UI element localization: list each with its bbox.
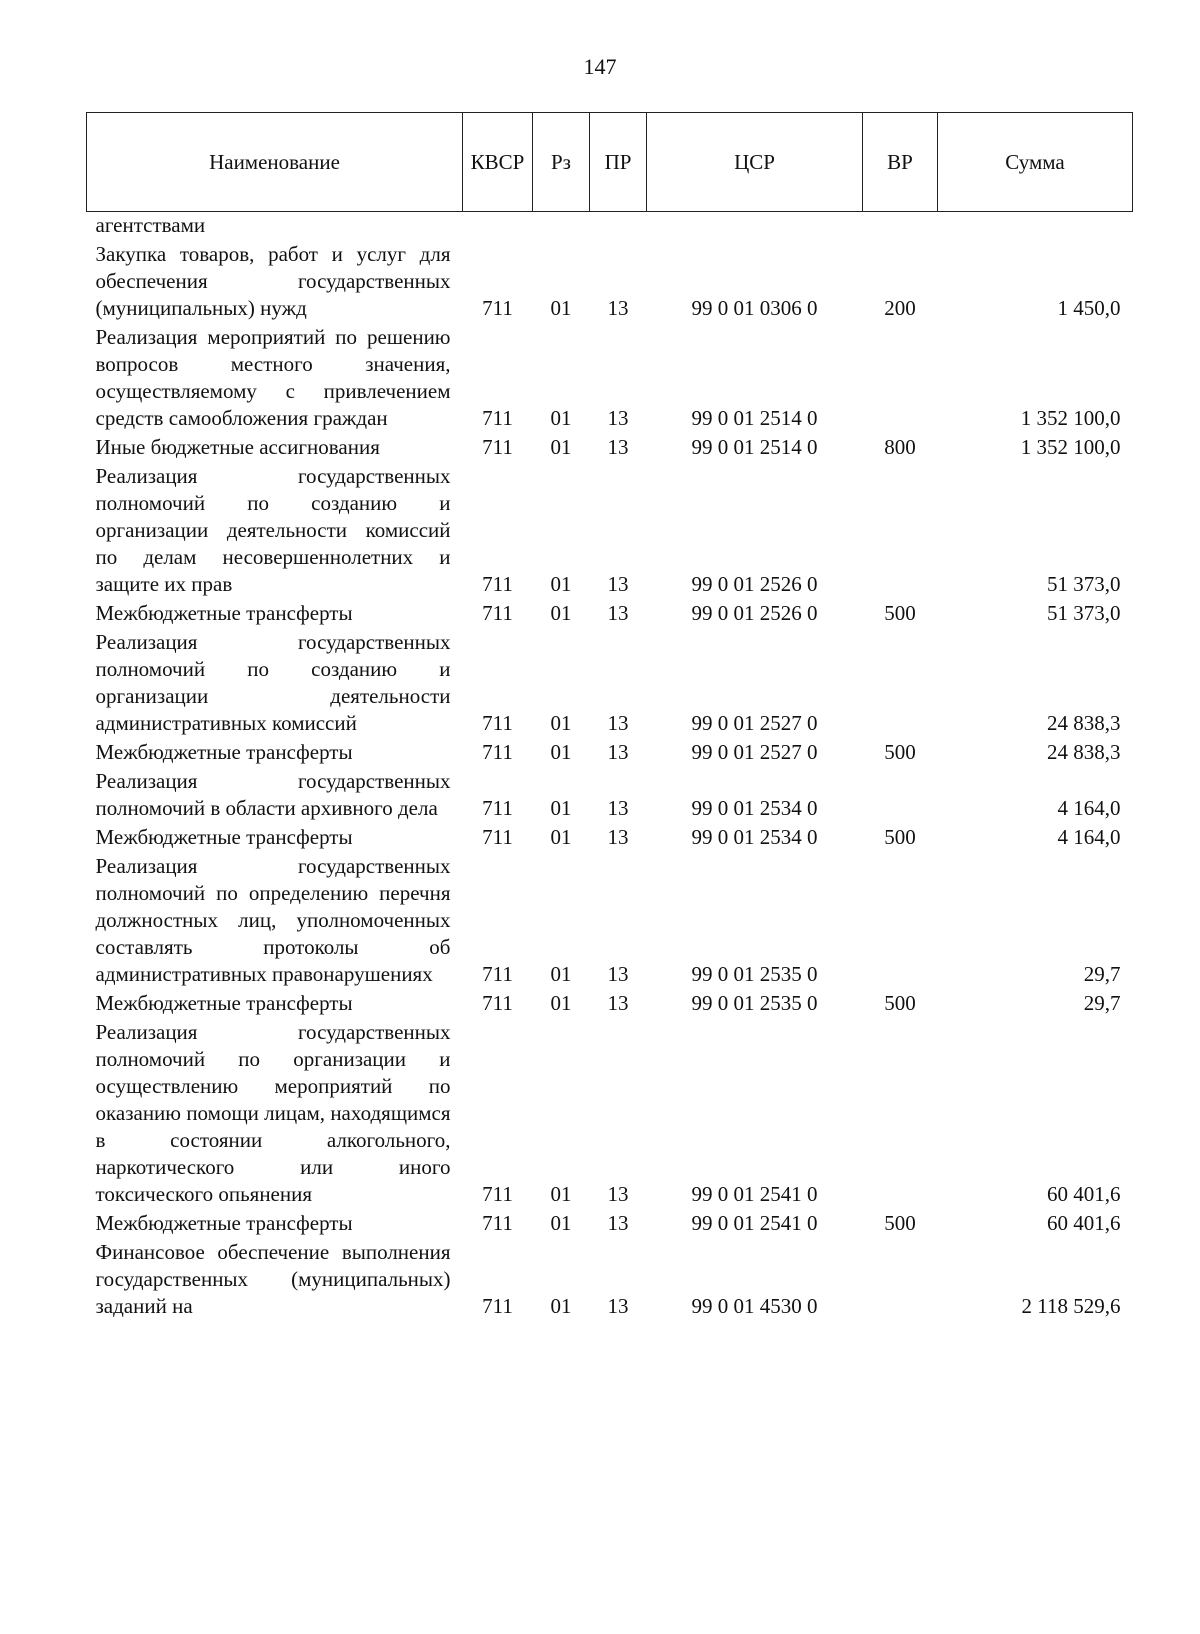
row-vr: 500 <box>884 1211 916 1235</box>
budget-table <box>86 112 1133 1322</box>
row-pr: 13 <box>607 962 629 986</box>
row-rz: 01 <box>550 962 572 986</box>
row-kvsr: 711 <box>482 1294 513 1318</box>
row-pr: 13 <box>607 1211 629 1235</box>
row-vr <box>863 1019 938 1210</box>
row-kvsr: 711 <box>482 1211 513 1235</box>
row-kvsr: 711 <box>482 796 513 820</box>
row-csr: 99 0 01 2526 0 <box>691 572 818 596</box>
row-kvsr: 711 <box>482 991 513 1015</box>
row-rz: 01 <box>550 796 572 820</box>
row-sum: 1 352 100,0 <box>1020 435 1121 459</box>
row-vr: 200 <box>884 296 916 320</box>
row-csr: 99 0 01 2541 0 <box>691 1211 818 1235</box>
row-vr: 500 <box>884 825 916 849</box>
row-kvsr: 711 <box>482 1182 513 1206</box>
row-sum: 29,7 <box>1083 962 1121 986</box>
row-pr: 13 <box>607 1294 629 1318</box>
row-kvsr: 711 <box>482 962 513 986</box>
row-pr: 13 <box>607 406 629 430</box>
header-vr: ВР <box>863 113 938 212</box>
table-row <box>87 600 1133 629</box>
row-csr: 99 0 01 2514 0 <box>691 435 818 459</box>
row-rz: 01 <box>550 711 572 735</box>
row-pr: 13 <box>607 601 629 625</box>
row-vr: 800 <box>884 435 916 459</box>
row-csr: 99 0 01 2535 0 <box>691 991 818 1015</box>
row-rz: 01 <box>550 991 572 1015</box>
row-vr: 500 <box>884 740 916 764</box>
row-csr: 99 0 01 2527 0 <box>691 711 818 735</box>
row-pr: 13 <box>607 825 629 849</box>
row-rz: 01 <box>550 1211 572 1235</box>
header-pr: ПР <box>590 113 647 212</box>
table-row <box>87 212 1133 242</box>
row-sum: 60 401,6 <box>1047 1211 1121 1235</box>
row-rz: 01 <box>550 1182 572 1206</box>
row-sum: 51 373,0 <box>1047 572 1121 596</box>
table-body <box>87 212 1133 1323</box>
row-name: Финансовое обеспечение выполнения государственных (муниципальных) заданий на <box>95 1240 451 1318</box>
row-pr: 13 <box>607 740 629 764</box>
row-name: Межбюджетные трансферты <box>95 740 353 764</box>
row-csr: 99 0 01 2541 0 <box>691 1182 818 1206</box>
row-sum <box>938 212 1133 242</box>
table-row <box>87 990 1133 1019</box>
row-kvsr <box>463 212 533 242</box>
row-csr: 99 0 01 2534 0 <box>691 796 818 820</box>
table-row <box>87 629 1133 739</box>
table-row <box>87 1019 1133 1210</box>
header-rz: Рз <box>533 113 590 212</box>
row-sum: 4 164,0 <box>1057 825 1121 849</box>
row-name: Межбюджетные трансферты <box>95 991 353 1015</box>
row-pr: 13 <box>607 572 629 596</box>
row-name: Реализация государственных полномочий по созданию и организации деятельности административных комиссий <box>95 630 451 735</box>
row-kvsr: 711 <box>482 435 513 459</box>
row-kvsr: 711 <box>482 711 513 735</box>
row-csr: 99 0 01 2514 0 <box>691 406 818 430</box>
row-vr <box>863 463 938 600</box>
row-pr: 13 <box>607 711 629 735</box>
row-name: Реализация государственных полномочий по определению перечня должностных лиц, уполномоченных составлять протоколы об административных правонарушениях <box>95 854 451 986</box>
row-sum: 24 838,3 <box>1047 740 1121 764</box>
row-csr: 99 0 01 2535 0 <box>691 962 818 986</box>
row-sum: 2 118 529,6 <box>1021 1294 1121 1318</box>
row-kvsr: 711 <box>482 572 513 596</box>
row-sum: 51 373,0 <box>1047 601 1121 625</box>
row-pr <box>590 212 647 242</box>
row-name: Межбюджетные трансферты <box>95 1211 353 1235</box>
row-csr: 99 0 01 2527 0 <box>691 740 818 764</box>
row-vr <box>863 1239 938 1322</box>
row-vr <box>863 212 938 242</box>
row-rz: 01 <box>550 1294 572 1318</box>
row-vr <box>863 629 938 739</box>
row-pr: 13 <box>607 296 629 320</box>
row-csr: 99 0 01 2526 0 <box>691 601 818 625</box>
row-name: Реализация государственных полномочий по созданию и организации деятельности комиссий по делам несовершеннолетних и защите их прав <box>95 464 451 596</box>
row-pr: 13 <box>607 435 629 459</box>
table-header-row <box>87 113 1133 212</box>
table-row <box>87 768 1133 824</box>
header-sum: Сумма <box>938 113 1133 212</box>
row-vr: 500 <box>884 601 916 625</box>
row-name: Реализация государственных полномочий по организации и осуществлению мероприятий по оказанию помощи лицам, находящимся в состоянии алкогольного, наркотического или иного токсического опьянения <box>95 1020 451 1206</box>
table-row <box>87 739 1133 768</box>
row-pr: 13 <box>607 796 629 820</box>
row-vr <box>863 768 938 824</box>
row-rz <box>533 212 590 242</box>
row-pr: 13 <box>607 1182 629 1206</box>
row-sum: 29,7 <box>1083 991 1121 1015</box>
row-vr <box>863 324 938 434</box>
row-rz: 01 <box>550 435 572 459</box>
row-name: Реализация мероприятий по решению вопросов местного значения, осуществляемому с привлечением средств самообложения граждан <box>95 325 451 430</box>
row-name: Закупка товаров, работ и услуг для обеспечения государственных (муниципальных) нужд <box>95 242 451 320</box>
row-name: Иные бюджетные ассигнования <box>95 435 380 459</box>
row-sum: 1 352 100,0 <box>1020 406 1121 430</box>
page-number: 147 <box>583 54 617 79</box>
row-vr <box>863 853 938 990</box>
row-sum: 1 450,0 <box>1057 296 1121 320</box>
table-row <box>87 1239 1133 1322</box>
row-rz: 01 <box>550 740 572 764</box>
row-kvsr: 711 <box>482 740 513 764</box>
row-csr: 99 0 01 2534 0 <box>691 825 818 849</box>
table-row <box>87 1210 1133 1239</box>
row-rz: 01 <box>550 601 572 625</box>
table-row <box>87 824 1133 853</box>
row-kvsr: 711 <box>482 825 513 849</box>
row-sum: 24 838,3 <box>1047 711 1121 735</box>
header-name: Наименование <box>87 113 463 212</box>
header-csr: ЦСР <box>647 113 863 212</box>
table-row <box>87 434 1133 463</box>
row-rz: 01 <box>550 296 572 320</box>
header-kvsr: КВСР <box>463 113 533 212</box>
row-kvsr: 711 <box>482 296 513 320</box>
row-csr: 99 0 01 0306 0 <box>691 296 818 320</box>
row-kvsr: 711 <box>482 406 513 430</box>
row-rz: 01 <box>550 406 572 430</box>
row-rz: 01 <box>550 572 572 596</box>
row-sum: 4 164,0 <box>1057 796 1121 820</box>
row-sum: 60 401,6 <box>1047 1182 1121 1206</box>
table-row <box>87 463 1133 600</box>
row-csr: 99 0 01 4530 0 <box>691 1294 818 1318</box>
row-name: Межбюджетные трансферты <box>95 601 353 625</box>
table-row <box>87 241 1133 324</box>
table-row <box>87 324 1133 434</box>
table-row <box>87 853 1133 990</box>
row-csr <box>647 212 863 242</box>
row-pr: 13 <box>607 991 629 1015</box>
row-kvsr: 711 <box>482 601 513 625</box>
row-rz: 01 <box>550 825 572 849</box>
row-name: агентствами <box>95 213 206 237</box>
row-name: Межбюджетные трансферты <box>95 825 353 849</box>
row-vr: 500 <box>884 991 916 1015</box>
row-name: Реализация государственных полномочий в области архивного дела <box>95 769 451 820</box>
